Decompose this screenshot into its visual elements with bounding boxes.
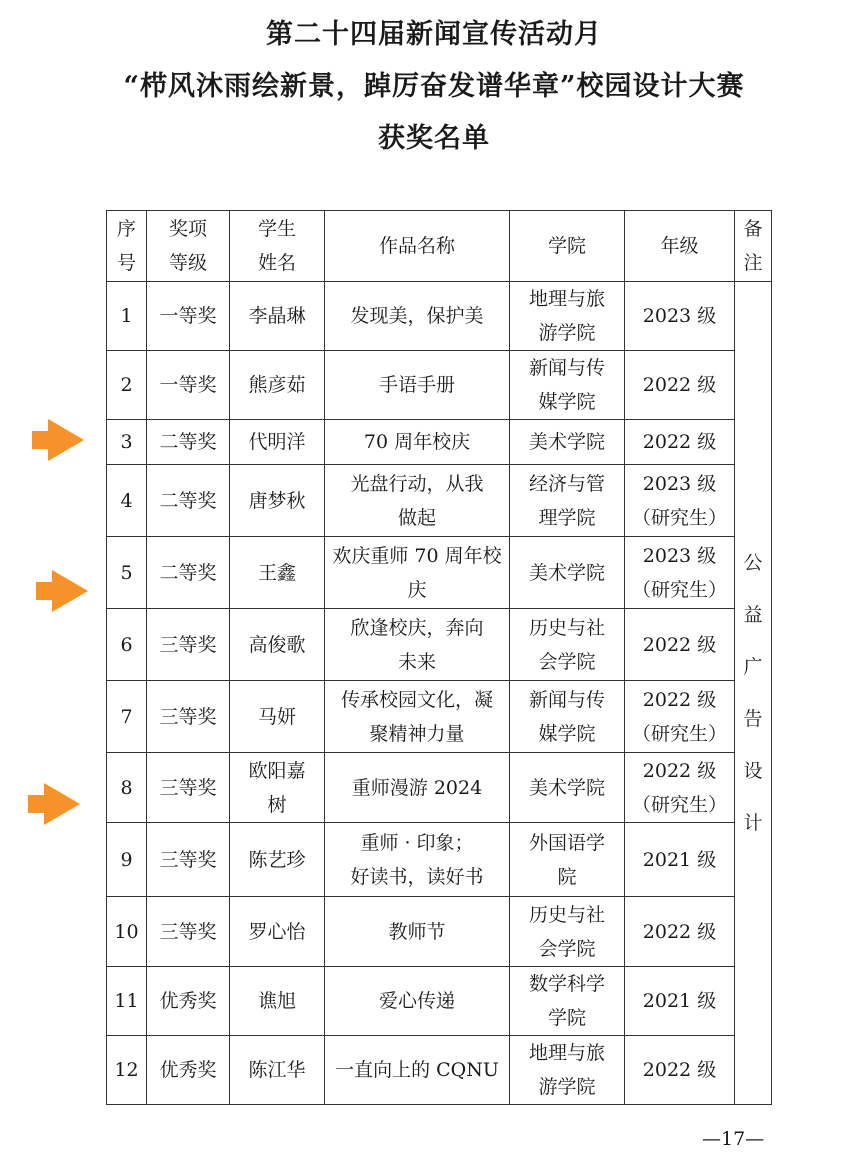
cell-award: 三等奖 <box>147 897 230 967</box>
cell-no: 6 <box>107 609 147 681</box>
cell-work: 70 周年校庆 <box>325 420 510 465</box>
cell-award: 三等奖 <box>147 823 230 897</box>
column-header: 作品名称 <box>325 211 510 282</box>
column-header: 学生 姓名 <box>230 211 325 282</box>
cell-college: 新闻与传 媒学院 <box>510 351 625 420</box>
table-row <box>107 967 772 1036</box>
cell-no: 4 <box>107 465 147 537</box>
remark-char: 益 <box>743 604 763 626</box>
table-row <box>107 420 772 465</box>
cell-no: 11 <box>107 967 147 1036</box>
cell-award: 二等奖 <box>147 420 230 465</box>
cell-name: 唐梦秋 <box>230 465 325 537</box>
cell-name: 谯旭 <box>230 967 325 1036</box>
cell-work: 发现美，保护美 <box>325 282 510 351</box>
cell-award: 优秀奖 <box>147 1036 230 1105</box>
cell-college: 地理与旅 游学院 <box>510 282 625 351</box>
remark-char: 计 <box>743 812 763 834</box>
cell-award: 三等奖 <box>147 753 230 823</box>
cell-grade: 2022 级 <box>625 420 735 465</box>
cell-grade: 2021 级 <box>625 823 735 897</box>
cell-college: 数学科学 学院 <box>510 967 625 1036</box>
table-row <box>107 681 772 753</box>
cell-award: 一等奖 <box>147 282 230 351</box>
orange-arrow-icon <box>48 419 84 461</box>
cell-work: 手语手册 <box>325 351 510 420</box>
cell-work: 重师 · 印象； 好读书，读好书 <box>325 823 510 897</box>
cell-name: 陈江华 <box>230 1036 325 1105</box>
cell-grade: 2023 级 <box>625 282 735 351</box>
cell-grade: 2022 级 （研究生） <box>625 681 735 753</box>
cell-no: 12 <box>107 1036 147 1105</box>
cell-award: 一等奖 <box>147 351 230 420</box>
cell-grade: 2022 级 <box>625 897 735 967</box>
table-row <box>107 351 772 420</box>
cell-college: 美术学院 <box>510 420 625 465</box>
cell-name: 王鑫 <box>230 537 325 609</box>
remark-char: 设 <box>743 760 763 782</box>
cell-name: 代明洋 <box>230 420 325 465</box>
cell-grade: 2023 级 （研究生） <box>625 465 735 537</box>
cell-name: 欧阳嘉 树 <box>230 753 325 823</box>
cell-name: 熊彦茹 <box>230 351 325 420</box>
table-row <box>107 897 772 967</box>
remark-char: 告 <box>743 708 763 730</box>
cell-no: 9 <box>107 823 147 897</box>
column-header: 备 注 <box>735 211 772 282</box>
column-header: 序 号 <box>107 211 147 282</box>
cell-award: 三等奖 <box>147 609 230 681</box>
document-heading: 获奖名单 <box>378 123 490 154</box>
column-header: 奖项 等级 <box>147 211 230 282</box>
cell-no: 10 <box>107 897 147 967</box>
cell-work: 传承校园文化，凝 聚精神力量 <box>325 681 510 753</box>
cell-college: 历史与社 会学院 <box>510 609 625 681</box>
table-row <box>107 609 772 681</box>
cell-work: 重师漫游 2024 <box>325 753 510 823</box>
table-row <box>107 282 772 351</box>
cell-work: 欢庆重师 70 周年校 庆 <box>325 537 510 609</box>
cell-work: 教师节 <box>325 897 510 967</box>
document-title: 第二十四届新闻宣传活动月 <box>266 19 602 50</box>
cell-work: 一直向上的 CQNU <box>325 1036 510 1105</box>
cell-award: 二等奖 <box>147 465 230 537</box>
cell-college: 历史与社 会学院 <box>510 897 625 967</box>
column-header: 学院 <box>510 211 625 282</box>
cell-grade: 2021 级 <box>625 967 735 1036</box>
cell-no: 7 <box>107 681 147 753</box>
cell-name: 高俊歌 <box>230 609 325 681</box>
cell-no: 8 <box>107 753 147 823</box>
cell-college: 经济与管 理学院 <box>510 465 625 537</box>
cell-grade: 2023 级 （研究生） <box>625 537 735 609</box>
table-row <box>107 465 772 537</box>
orange-arrow-icon <box>52 570 88 612</box>
page-number: —17— <box>702 1128 765 1150</box>
awards-table <box>106 210 772 1105</box>
cell-college: 外国语学 院 <box>510 823 625 897</box>
cell-no: 2 <box>107 351 147 420</box>
table-row <box>107 1036 772 1105</box>
cell-work: 爱心传递 <box>325 967 510 1036</box>
cell-name: 马妍 <box>230 681 325 753</box>
cell-college: 新闻与传 媒学院 <box>510 681 625 753</box>
remark-char: 公 <box>743 552 763 574</box>
cell-grade: 2022 级 <box>625 1036 735 1105</box>
cell-name: 陈艺珍 <box>230 823 325 897</box>
cell-college: 美术学院 <box>510 753 625 823</box>
cell-grade: 2022 级 （研究生） <box>625 753 735 823</box>
cell-no: 1 <box>107 282 147 351</box>
cell-college: 美术学院 <box>510 537 625 609</box>
table-row <box>107 753 772 823</box>
cell-award: 三等奖 <box>147 681 230 753</box>
remark-cell <box>735 282 772 1105</box>
table-row <box>107 537 772 609</box>
cell-work: 欣逢校庆，奔向 未来 <box>325 609 510 681</box>
orange-arrow-icon <box>44 783 80 825</box>
table-header-row <box>107 211 772 282</box>
cell-no: 3 <box>107 420 147 465</box>
cell-award: 二等奖 <box>147 537 230 609</box>
cell-no: 5 <box>107 537 147 609</box>
cell-work: 光盘行动，从我 做起 <box>325 465 510 537</box>
column-header: 年级 <box>625 211 735 282</box>
cell-name: 罗心怡 <box>230 897 325 967</box>
cell-grade: 2022 级 <box>625 609 735 681</box>
document-subtitle: “栉风沐雨绘新景，踔厉奋发谱华章”校园设计大赛 <box>123 71 745 102</box>
cell-college: 地理与旅 游学院 <box>510 1036 625 1105</box>
remark-char: 广 <box>743 656 763 678</box>
cell-award: 优秀奖 <box>147 967 230 1036</box>
table-row <box>107 823 772 897</box>
cell-grade: 2022 级 <box>625 351 735 420</box>
cell-name: 李晶琳 <box>230 282 325 351</box>
